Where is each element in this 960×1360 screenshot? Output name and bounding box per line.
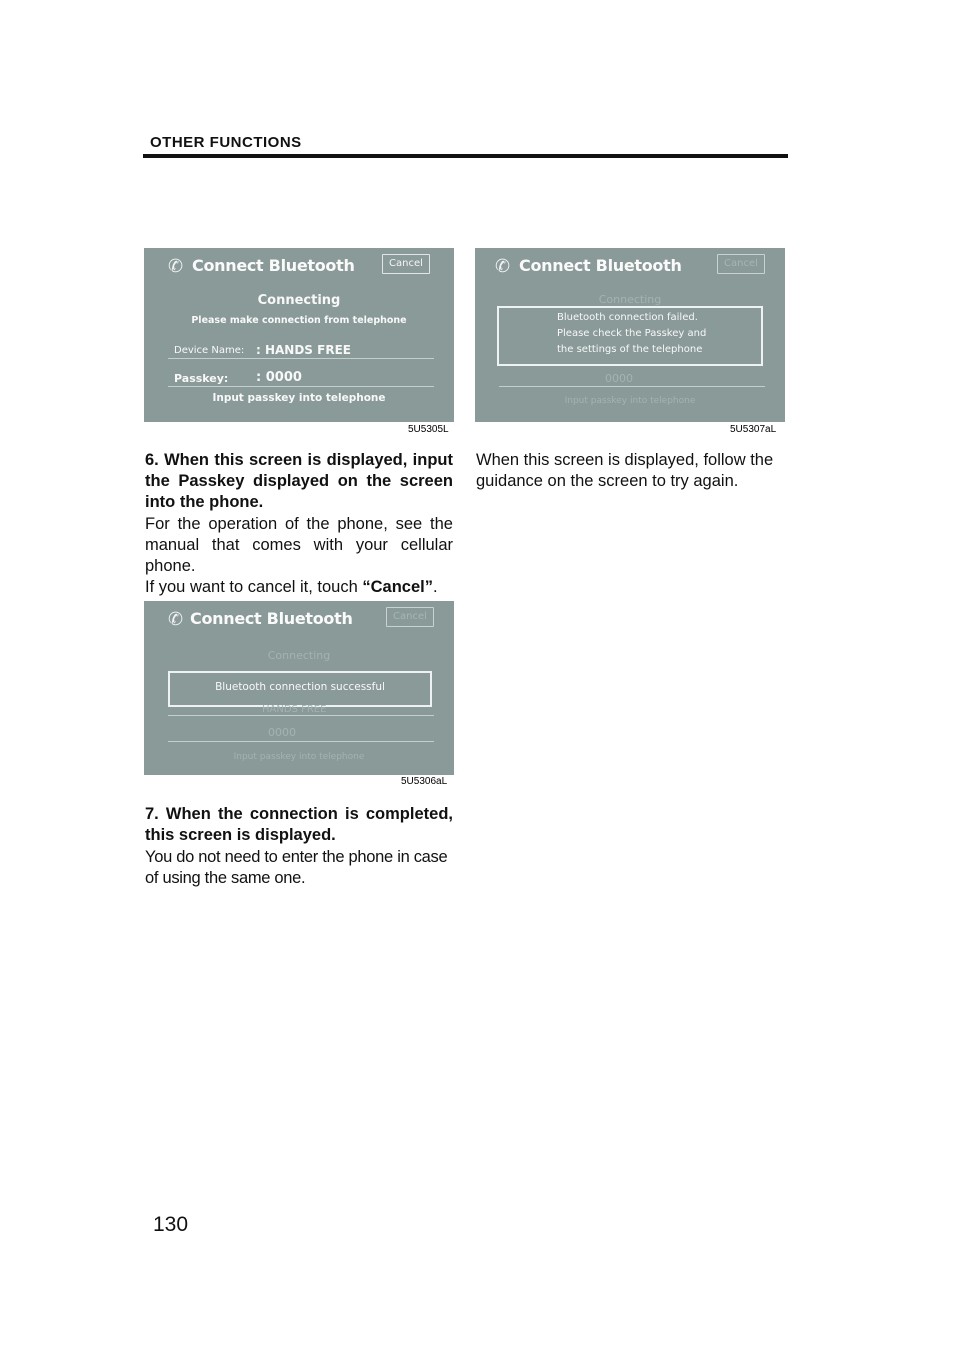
paragraph-phone-manual: For the operation of the phone, see the manual that comes with your cellular phone. (145, 515, 453, 575)
cancel-suffix: . (432, 578, 438, 596)
phone-icon: ✆ (495, 256, 511, 276)
status-text: Connecting (598, 293, 662, 306)
step-6-heading: 6. When this screen is displayed, input the Passkey displayed on the screen into the phone. (145, 451, 453, 511)
screen-title: Connect Bluetooth (519, 256, 682, 275)
figure-code: 5U5305L (405, 423, 452, 436)
cancel-button[interactable]: Cancel (382, 254, 430, 274)
passkey-label: Passkey: (174, 372, 229, 385)
message-line: Bluetooth connection failed. (557, 312, 698, 323)
cancel-keyword: “Cancel” (362, 578, 433, 596)
divider (168, 715, 434, 716)
phone-icon: ✆ (168, 609, 184, 629)
screen-title: Connect Bluetooth (190, 609, 353, 628)
device-name-value: HANDS FREE (262, 704, 327, 715)
divider (499, 386, 765, 387)
cancel-button[interactable]: Cancel (386, 607, 434, 627)
cancel-text: If you want to cancel it, touch (145, 578, 363, 596)
figure-code: 5U5306aL (398, 775, 450, 788)
status-text: Connecting (257, 293, 341, 308)
paragraph-same-phone: You do not need to enter the phone in case of using the same one. (145, 848, 448, 887)
divider (168, 358, 434, 359)
figure-code: 5U5307aL (727, 423, 779, 436)
passkey-value: : 0000 (256, 370, 302, 385)
status-text: Connecting (267, 649, 331, 662)
message-line: the settings of the telephone (557, 344, 703, 355)
divider (168, 386, 434, 387)
message-text (557, 310, 706, 358)
step-7-heading: 7. When the connection is completed, this screen is displayed. (145, 805, 453, 844)
screenshot-connection-failed (475, 248, 785, 422)
device-name-value: : HANDS FREE (256, 343, 351, 357)
screenshot-connection-successful (144, 601, 454, 775)
header-rule (143, 154, 788, 158)
device-name-label: Device Name: (174, 345, 245, 356)
section-title: OTHER FUNCTIONS (150, 134, 302, 151)
passkey-value: 0000 (268, 726, 296, 739)
screen-title: Connect Bluetooth (192, 256, 355, 275)
cancel-button[interactable]: Cancel (717, 254, 765, 274)
message-line: Please check the Passkey and (557, 328, 707, 339)
footer-text: Input passkey into telephone (233, 752, 365, 762)
page-number: 130 (153, 1213, 189, 1236)
screenshot-connecting (144, 248, 454, 422)
divider (168, 741, 434, 742)
footer-text: Input passkey into telephone (212, 392, 386, 404)
paragraph-failed-guidance: When this screen is displayed, follow the guidance on the screen to try again. (476, 451, 774, 490)
instruction-text: Please make connection from telephone (191, 315, 407, 326)
passkey-value: 0000 (605, 372, 633, 385)
phone-icon: ✆ (168, 256, 184, 276)
message-text: Bluetooth connection successful (215, 681, 385, 693)
paragraph-cancel (145, 577, 453, 598)
footer-text: Input passkey into telephone (564, 396, 696, 406)
